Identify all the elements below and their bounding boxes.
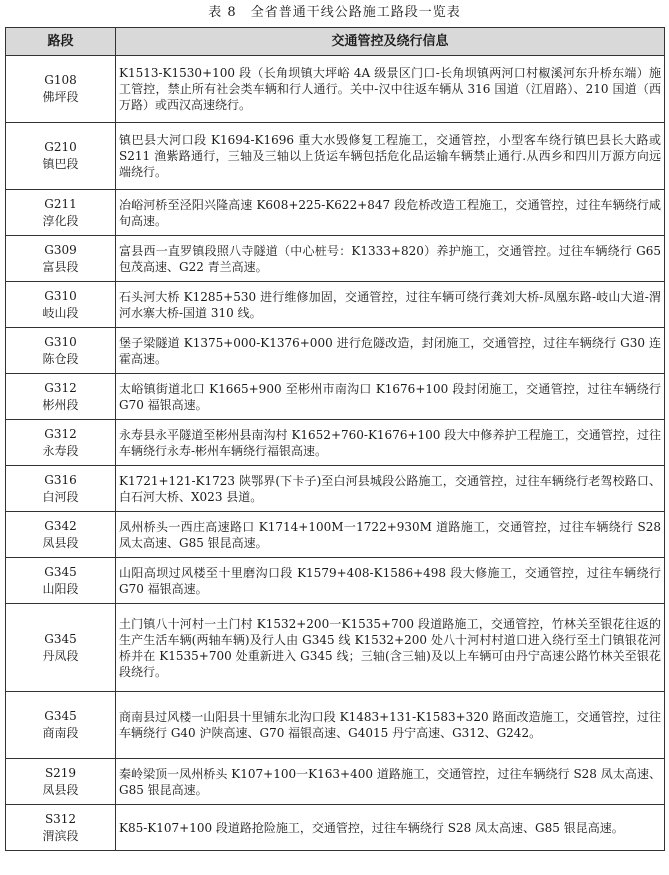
info-cell: 堡子梁隧道 K1375+000-K1376+000 进行危隧改造，封闭施工，交通管控，过往车辆绕行 G30 连霍高速。 [116,328,665,374]
construction-table [5,27,665,851]
info-cell: 秦岭梁顶一凤州桥头 K107+100一K163+400 道路施工，交通管控，过往车辆绕行 S28 凤太高速、G85 银昆高速。 [116,759,665,805]
road-code: G345 [44,631,77,646]
table-row [6,123,665,190]
road-cell [6,282,116,328]
table-row [6,328,665,374]
road-code: S312 [44,811,77,826]
info-cell: 山阳高坝过风楼至十里磨沟口段 K1579+408-K1586+498 段大修施工，交通管控，过往车辆绕行 G70 福银高速。 [116,558,665,604]
info-cell: 土门镇八十河村一土门村 K1532+200一K1535+700 段道路施工，交通管控，竹林关至银花往返的生产生活车辆(两轴车辆)及行人由 G345 线 K1532+200 处八十河村村道口进入绕行至土门镇银花河桥并在 K1535+700 处重新进入 G345 线；三轴(含三轴)及以上车辆可由丹宁高速公路竹林关至银花段绕行。 [116,604,665,692]
info-cell: 永寿县永平隧道至彬州县南沟村 K1652+760-K1676+100 段大中修养护工程施工，交通管控，过往车辆绕行永寿-彬州车辆绕行福银高速。 [116,420,665,466]
road-code: G309 [44,242,77,257]
road-cell [6,604,116,692]
table-row [6,512,665,558]
road-name: 富县段 [42,259,79,274]
road-code: G312 [44,380,77,395]
road-cell [6,805,116,851]
road-cell [6,374,116,420]
road-name: 白河段 [42,489,79,504]
info-cell: K85-K107+100 段道路抢险施工，交通管控，过往车辆绕行 S28 凤太高速、G85 银昆高速。 [116,805,665,851]
road-name: 渭滨段 [42,828,79,843]
road-code: G108 [44,73,77,87]
road-name: 山阳段 [42,581,79,596]
info-cell: 太峪镇街道北口 K1665+900 至彬州市南沟口 K1676+100 段封闭施工，交通管控，过往车辆绕行 G70 福银高速。 [116,374,665,420]
header-info: 交通管控及绕行信息 [116,28,665,56]
info-cell: 镇巴县大河口段 K1694-K1696 重大水毁修复工程施工，交通管控，小型客车绕行镇巴县长大路或 S211 渔紫路通行，三轴及三轴以上货运车辆包括危化品运输车辆禁止通行.从西乡和四川万源方向远端绕行。 [116,123,665,190]
table-row [6,420,665,466]
road-name: 永寿段 [42,443,79,458]
road-name: 岐山段 [42,305,79,320]
info-cell: K1513-K1530+100 段（长角坝镇大坪峪 4A 级景区门口-长角坝镇两河口村椒溪河东升桥东端）施工管控，禁止所有社会类车辆和行人通行。关中-汉中往返车辆从 316 国道（江眉路）、210 国道（西万路）或西汉高速绕行。 [116,56,665,123]
road-code: G310 [44,288,77,303]
table-row [6,466,665,512]
road-name: 凤县段 [42,535,79,550]
info-cell: K1721+121-K1723 陕鄂界(下卡子)至白河县城段公路施工，交通管控，过往车辆绕行老驾校路口、白石河大桥、X023 县道。 [116,466,665,512]
road-cell [6,512,116,558]
road-code: G316 [44,472,77,487]
road-name: 丹凤段 [42,648,79,663]
road-cell [6,56,116,123]
table-title: 表 8 全省普通干线公路施工路段一览表 [208,5,461,20]
road-code: G310 [44,334,77,349]
road-cell [6,328,116,374]
table-row [6,692,665,759]
road-name: 商南段 [42,726,79,740]
road-name: 彬州段 [42,397,79,412]
table-row [6,604,665,692]
table-header-row [6,28,665,56]
table-row [6,374,665,420]
road-code: G345 [44,564,77,579]
road-name: 陈仓段 [42,351,79,366]
road-cell [6,466,116,512]
road-name: 凤县段 [42,782,79,797]
info-cell: 石头河大桥 K1285+530 进行维修加固，交通管控，过往车辆可绕行龚刘大桥-凤凰东路-岐山大道-渭河水寨大桥-国道 310 线。 [116,282,665,328]
road-name: 佛坪段 [42,90,79,104]
table-row [6,558,665,604]
road-name: 淳化段 [42,213,79,228]
road-cell [6,190,116,236]
road-cell [6,420,116,466]
info-cell: 商南县过风楼一山阳县十里铺东北沟口段 K1483+131-K1583+320 路面改造施工，交通管控，过往车辆绕行 G40 沪陕高速、G70 福银高速、G4015 丹宁高速、G312、G242。 [116,692,665,759]
road-code: G211 [44,196,77,211]
table-row [6,805,665,851]
road-cell [6,558,116,604]
header-road: 路段 [6,28,116,56]
table-row [6,236,665,282]
info-cell: 富县西一直罗镇段照八寺隧道（中心桩号：K1333+820）养护施工，交通管控。过往车辆绕行 G65 包茂高速、G22 青兰高速。 [116,236,665,282]
road-code: G345 [44,709,77,723]
road-cell [6,692,116,759]
info-cell: 凤州桥头一西庄高速路口 K1714+100M一1722+930M 道路施工，交通管控，过往车辆绕行 S28 凤太高速、G85 银昆高速。 [116,512,665,558]
road-cell [6,759,116,805]
road-code: S219 [44,765,77,780]
table-row [6,56,665,123]
road-code: G312 [44,426,77,441]
road-cell [6,123,116,190]
info-cell: 冶峪河桥至泾阳兴隆高速 K608+225-K622+847 段危桥改造工程施工，交通管控，过往车辆绕行咸旬高速。 [116,190,665,236]
road-cell [6,236,116,282]
table-row [6,190,665,236]
road-name: 镇巴段 [42,157,79,171]
road-code: G210 [44,140,77,154]
table-row [6,282,665,328]
road-code: G342 [44,518,77,533]
table-row [6,759,665,805]
